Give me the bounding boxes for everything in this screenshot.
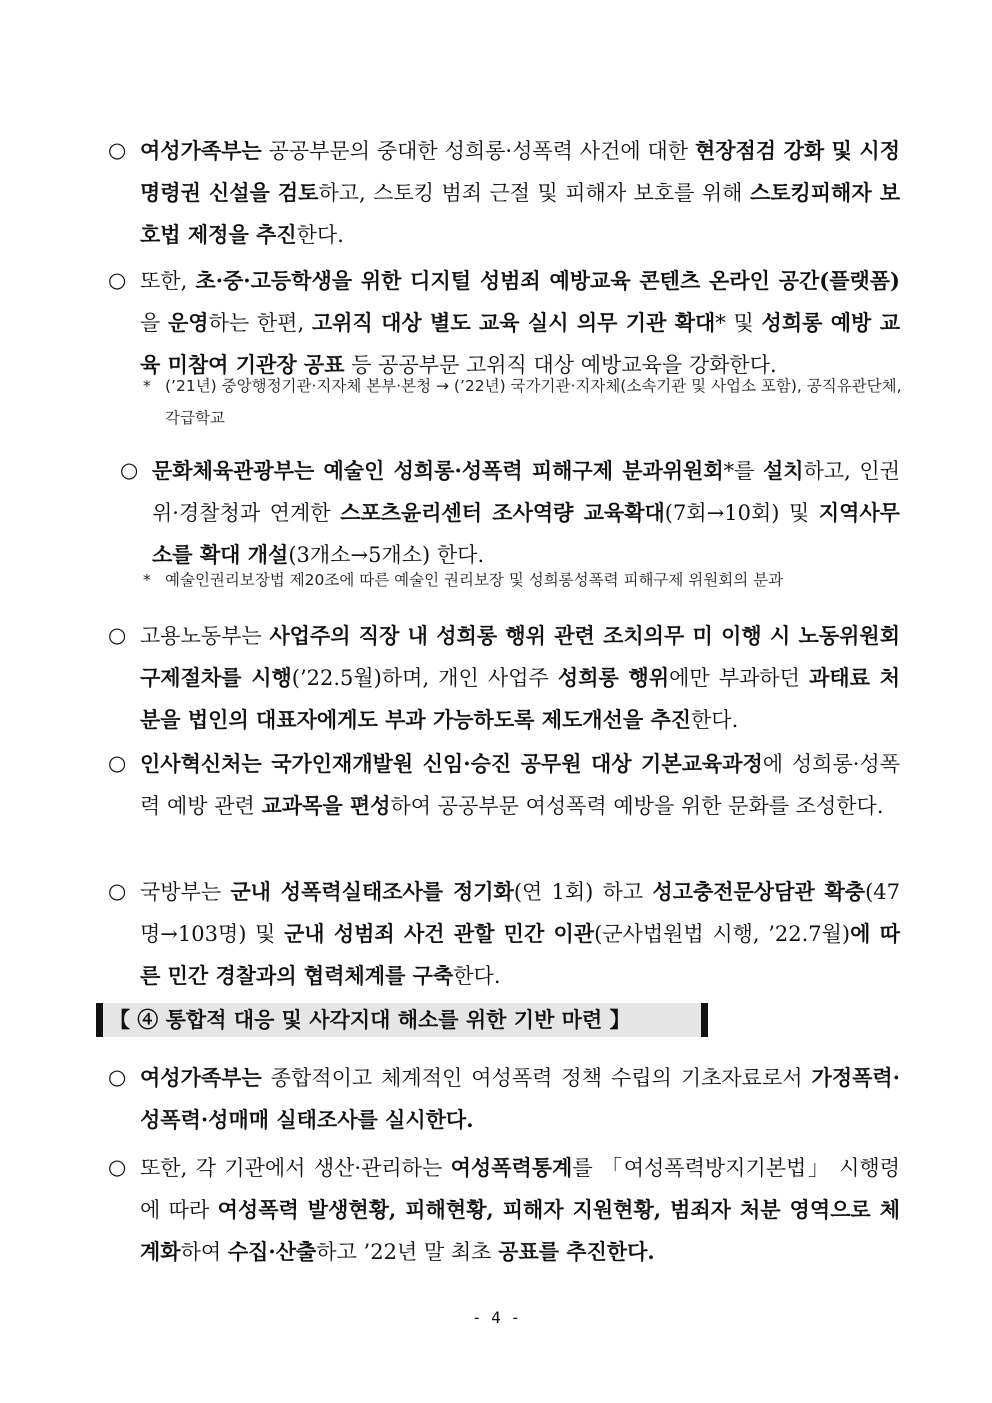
bullet-icon: ○ [108,623,127,647]
paragraph-text: 여성가족부는 공공부문의 중대한 성희롱·성폭력 사건에 대한 현장점검 강화 및 시정명령권 신설을 검토하고, 스토킹 범죄 근절 및 피해자 보호를 위해 스토킹피해자 보호법 제정을 추진한다. [140,138,900,247]
paragraph-culture-ministry [120,450,900,576]
section-heading: 【 ④ 통합적 대응 및 사각지대 해소를 위한 기반 마련 】 [96,1003,708,1037]
paragraph-statistics [108,1147,900,1273]
paragraph-labor-ministry [108,615,900,741]
paragraph-text: 국방부는 군내 성폭력실태조사를 정기화(연 1회) 하고 성고충전문상담관 확충(47명→103명) 및 군내 성범죄 사건 관할 민간 이관(군사법원법 시행, ’22.7월)에 따른 민간 경찰과의 협력체계를 구축한다. [140,879,901,988]
bullet-icon: ○ [108,751,127,775]
paragraph-text: 여성가족부는 종합적이고 체계적인 여성폭력 정책 수립의 기초자료로서 가정폭력·성폭력·성매매 실태조사를 실시한다. [140,1065,900,1132]
paragraph-text: 인사혁신처는 국가인재개발원 신임·승진 공무원 대상 기본교육과정에 성희롱·성폭력 예방 관련 교과목을 편성하여 공공부문 여성폭력 예방을 위한 문화를 조성한다. [140,751,900,818]
paragraph-text: 고용노동부는 사업주의 직장 내 성희롱 행위 관련 조치의무 미 이행 시 노동위원회 구제절차를 시행(’22.5월)하며, 개인 사업주 성희롱 행위에만 부과하던 과태료 처분을 법인의 대표자에게도 부과 가능하도록 제도개선을 추진한다. [140,623,900,732]
bullet-icon: ○ [120,458,139,482]
paragraph-text: 또한, 각 기관에서 생산·관리하는 여성폭력통계를 「여성폭력방지기본법」 시행령에 따라 여성폭력 발생현황, 피해현황, 피해자 지원현황, 범죄자 처분 영역으로 체계화하여 수집·산출하고 ’22년 말 최초 공표를 추진한다. [140,1155,900,1264]
paragraph-defense-ministry [108,871,900,997]
page-number: - 4 - [471,1308,521,1327]
asterisk-mark: * [143,377,151,395]
paragraph-survey [108,1057,900,1141]
asterisk-mark: * [143,571,151,589]
bullet-icon: ○ [108,268,127,292]
footnote-institutions: * (’21년) 중앙행정기관·지자체 본부·본청 → (’22년) 국가기관·지자체(소속기관 및 사업소 포함), 공직유관단체, 각급학교 [143,370,903,434]
paragraph-text: 또한, 초·중·고등학생을 위한 디지털 성범죄 예방교육 콘텐츠 온라인 공간(플랫폼)을 운영하는 한편, 고위직 대상 별도 교육 실시 의무 기관 확대* 및 성희롱 예방 교육 미참여 기관장 공표 등 공공부문 고위직 대상 예방교육을 강화한다. [140,268,900,377]
paragraph-mogef-inspection [108,130,900,256]
paragraph-digital-education [108,260,900,386]
paragraph-personnel-ministry [108,743,900,827]
bullet-icon: ○ [108,1155,127,1179]
paragraph-text: 문화체육관광부는 예술인 성희롱·성폭력 피해구제 분과위원회*를 설치하고, 인권위·경찰청과 연계한 스포츠윤리센터 조사역량 교육확대(7회→10회) 및 지역사무소를 확대 개설(3개소→5개소) 한다. [152,458,900,567]
bullet-icon: ○ [108,138,127,162]
bullet-icon: ○ [108,879,127,903]
bullet-icon: ○ [108,1065,127,1089]
footnote-arts-committee: * 예술인권리보장법 제20조에 따른 예술인 권리보장 및 성희롱성폭력 피해구제 위원회의 분과 [143,564,903,596]
